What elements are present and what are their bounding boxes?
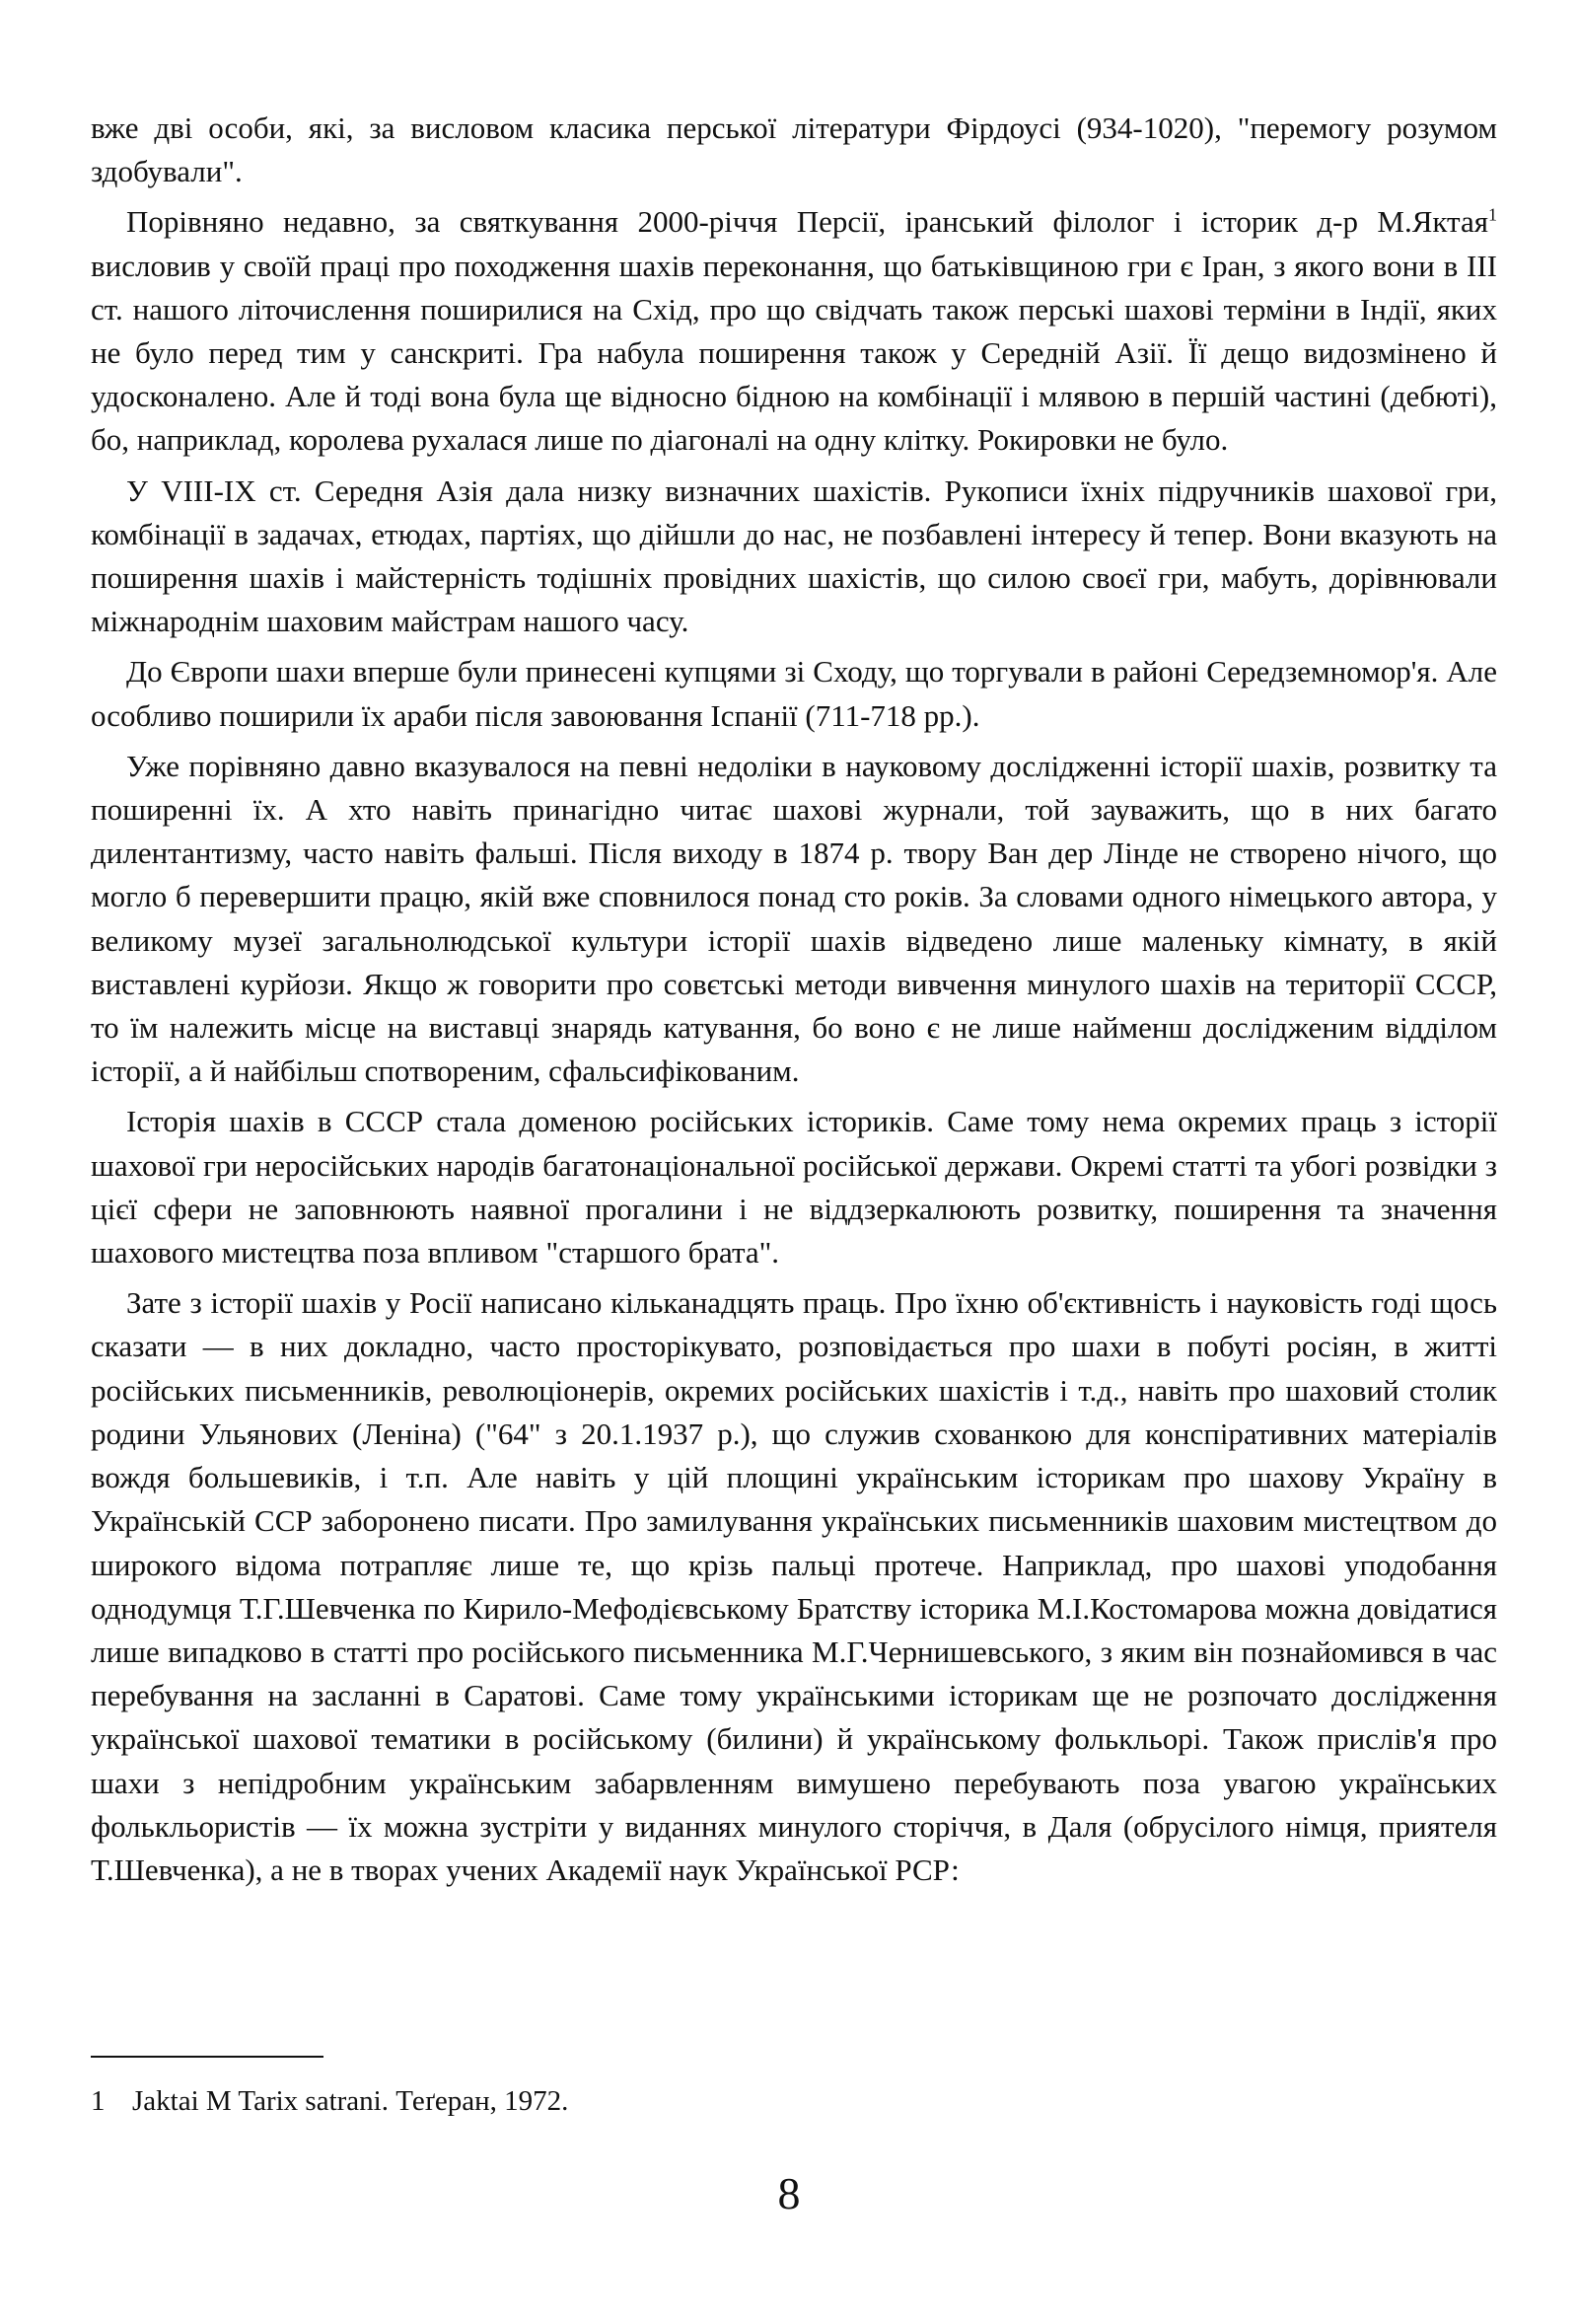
footnote-divider xyxy=(91,2056,323,2058)
footnote xyxy=(91,2081,1497,2121)
paragraph-4: До Європи шахи вперше були принесені купцями зі Сходу, що торгували в районі Середземномор'я. Але особливо поширили їх араби після завоювання Іспанії (711-718 рр.). xyxy=(91,654,1497,733)
page-number: 8 xyxy=(777,2168,801,2218)
footnote-reference[interactable]: 1 xyxy=(1488,205,1497,226)
paragraph-5: Уже порівняно давно вказувалося на певні недоліки в науковому дослідженні історії шахів, розвитку та поширенні їх. А хто навіть принагідно читає шахові журнали, той зауважить, що в них багато дилентантизму, часто навіть фальші. Після виходу в 1874 р. твору Ван дер Лінде не створено нічого, що могло б перевершити працю, якій вже сповнилося понад сто років. За словами одного німецького автора, у великому музеї загальнолюдської культури історії шахів відведено лише маленьку кімнату, в якій виставлені курйози. Якщо ж говорити про совєтські методи вивчення минулого шахів на території СССР, то їм належить місце на виставці знарядь катування, бо воно є не лише найменш дослідженим відділом історії, а й найбільш спотвореним, сфальсифікованим. xyxy=(91,748,1497,1089)
paragraph-6: Історія шахів в СССР стала доменою російських істориків. Саме тому нема окремих праць з історії шахової гри неросійських народів багатонаціональної російської держави. Окремі статті та убогі розвідки з цієї сфери не заповнюють наявної прогалини і не віддзеркалюють розвитку, поширення та значення шахового мистецтва поза впливом "старшого брата". xyxy=(91,1104,1497,1271)
paragraph-2 xyxy=(91,200,1497,462)
body-text xyxy=(91,107,1497,1899)
footnote-text: Jaktai M Tarix satrani. Теґеран, 1972. xyxy=(132,2085,569,2117)
paragraph-3: У VIII-IX ст. Середня Азія дала низку визначних шахістів. Рукописи їхніх підручників шахової гри, комбінації в задачах, етюдах, партіях, що дійшли до нас, не позбавлені інтересу й тепер. Вони вказують на поширення шахів і майстерність тодішніх провідних шахістів, що силою своєї гри, мабуть, дорівнювали міжнароднім шаховим майстрам нашого часу. xyxy=(91,472,1497,639)
paragraph-2-rest: висловив у своїй праці про походження шахів переконання, що батьківщиною гри є Іран, з якого вони в ІІІ ст. нашого літочислення поширилися на Схід, про що свідчать також перські шахові терміни в Індії, яких не було перед тим у санскриті. Гра набула поширення також у Середній Азії. Її дещо видозмінено й удосконалено. Але й тоді вона була ще відносно бідною на комбінації і млявою в першій частині (дебюті), бо, наприклад, королева рухалася лише по діагоналі на одну клітку. Рокировки не було. xyxy=(91,248,1497,458)
footnote-number: 1 xyxy=(91,2085,106,2117)
paragraph-7: Зате з історії шахів у Росії написано кільканадцять праць. Про їхню об'єктивність і науковість годі щось сказати — в них докладно, часто просторікувато, розповідається про шахи в побуті росіян, в житті російських письменників, революціонерів, окремих російських шахістів і т.д., навіть про шаховий столик родини Ульянових (Леніна) ("64" з 20.1.1937 р.), що служив схованкою для конспіративних матеріалів вождя большевиків, і т.п. Але навіть у цій площині українським історикам про шахову Україну в Українській ССР заборонено писати. Про замилування українських письменників шаховим мистецтвом до широкого відома потрапляє лише те, що крізь пальці протече. Наприклад, про шахові уподобання однодумця Т.Г.Шевченка по Кирило-Мефодієвському Братству історика М.І.Костомарова можна довідатися лише випадково в статті про російського письменника М.Г.Чернишевського, з яким він познайомився в час перебування на засланні в Саратові. Саме тому українськими історикам ще не розпочато дослідження української шахової тематики в російському (билини) й українському фолькльорі. Також прислів'я про шахи з непідробним українським забарвленням вимушено перебувають поза увагою українських фолькльористів — їх можна зустріти у виданнях минулого сторіччя, в Даля (обрусілого німця, приятеля Т.Шевченка), а не в творах учених Академії наук Української РСР: xyxy=(91,1285,1497,1887)
paragraph-2-start: Порівняно недавно, за святкування 2000-річчя Персії, іранський філолог і історик д-р М.Яктая xyxy=(126,204,1488,240)
paragraph-1: вже дві особи, які, за висловом класика перської літератури Фірдоусі (934-1020), "перемогу розумом здобували". xyxy=(91,110,1497,189)
